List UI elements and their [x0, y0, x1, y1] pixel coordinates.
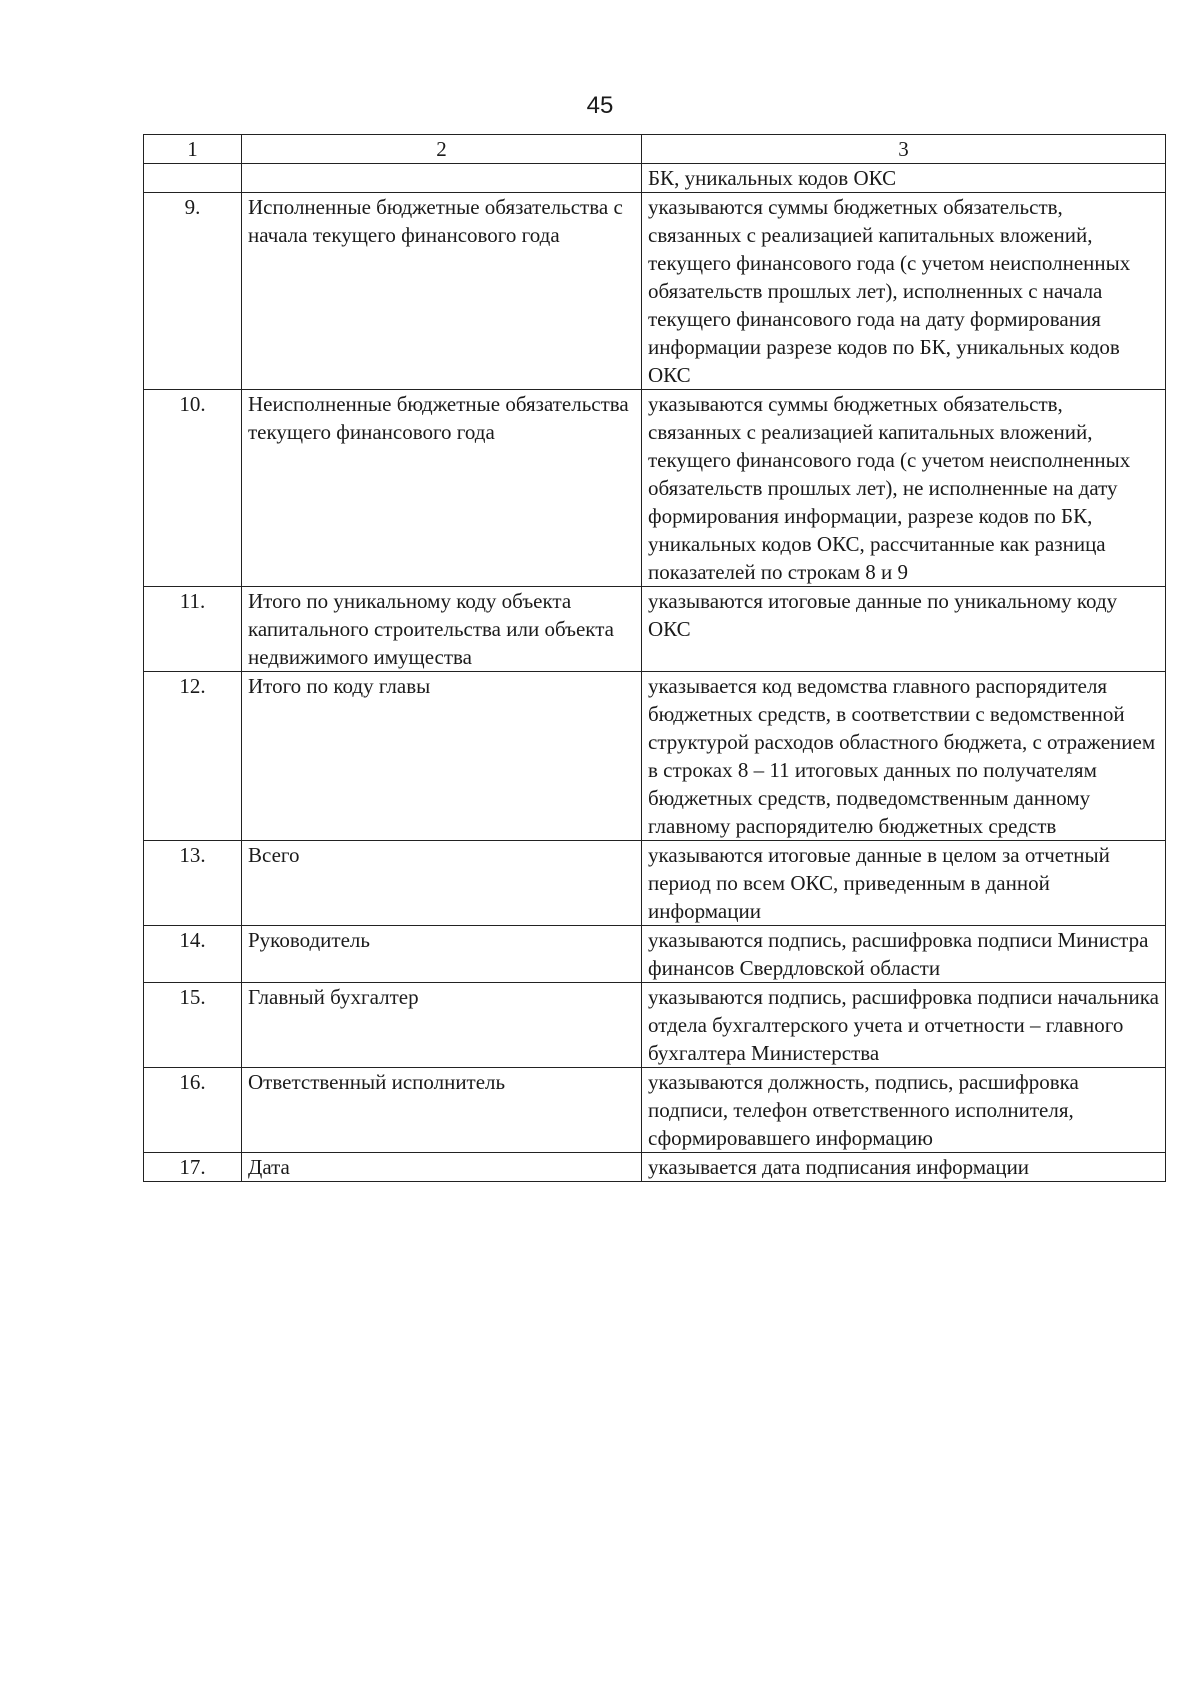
row-name: Дата	[242, 1153, 642, 1182]
table-row	[144, 672, 1166, 841]
table-header-row	[144, 135, 1166, 164]
table-row	[144, 1068, 1166, 1153]
table-row	[144, 983, 1166, 1068]
row-description: БК, уникальных кодов ОКС	[642, 164, 1166, 193]
row-description: указываются подпись, расшифровка подписи Министра финансов Свердловской области	[642, 926, 1166, 983]
row-description: указываются суммы бюджетных обязательств, связанных с реализацией капитальных вложений, текущего финансового года (с учетом неисполненных обязательств прошлых лет), не исполненные на дату формирования информации, разрезе кодов по БК, уникальных кодов ОКС, рассчитанные как разница показателей по строкам 8 и 9	[642, 390, 1166, 587]
row-description: указываются суммы бюджетных обязательств, связанных с реализацией капитальных вложений, текущего финансового года (с учетом неисполненных обязательств прошлых лет), исполненных с начала текущего финансового года на дату формирования информации разрезе кодов по БК, уникальных кодов ОКС	[642, 193, 1166, 390]
row-name: Всего	[242, 841, 642, 926]
table-row	[144, 164, 1166, 193]
table-row	[144, 390, 1166, 587]
row-name: Главный бухгалтер	[242, 983, 642, 1068]
table-row	[144, 841, 1166, 926]
row-name: Неисполненные бюджетные обязательства текущего финансового года	[242, 390, 642, 587]
column-header: 2	[242, 135, 642, 164]
table-row	[144, 587, 1166, 672]
row-number: 14.	[144, 926, 242, 983]
row-number: 10.	[144, 390, 242, 587]
row-description: указываются итоговые данные по уникальному коду ОКС	[642, 587, 1166, 672]
column-header: 1	[144, 135, 242, 164]
row-name: Руководитель	[242, 926, 642, 983]
row-number	[144, 164, 242, 193]
row-description: указываются итоговые данные в целом за отчетный период по всем ОКС, приведенным в данной информации	[642, 841, 1166, 926]
row-number: 11.	[144, 587, 242, 672]
table-row	[144, 193, 1166, 390]
table-row	[144, 926, 1166, 983]
row-number: 12.	[144, 672, 242, 841]
data-table	[143, 134, 1166, 1182]
row-description: указывается код ведомства главного распорядителя бюджетных средств, в соответствии с ведомственной структурой расходов областного бюджета, с отражением в строках 8 – 11 итоговых данных по получателям бюджетных средств, подведомственным данному главному распорядителю бюджетных средств	[642, 672, 1166, 841]
column-header: 3	[642, 135, 1166, 164]
row-number: 9.	[144, 193, 242, 390]
row-number: 16.	[144, 1068, 242, 1153]
row-description: указывается дата подписания информации	[642, 1153, 1166, 1182]
table-row	[144, 1153, 1166, 1182]
row-name: Исполненные бюджетные обязательства с начала текущего финансового года	[242, 193, 642, 390]
row-number: 15.	[144, 983, 242, 1068]
page-number: 45	[586, 92, 614, 119]
row-name: Итого по коду главы	[242, 672, 642, 841]
row-number: 17.	[144, 1153, 242, 1182]
row-name: Итого по уникальному коду объекта капитального строительства или объекта недвижимого имущества	[242, 587, 642, 672]
row-number: 13.	[144, 841, 242, 926]
row-description: указываются должность, подпись, расшифровка подписи, телефон ответственного исполнителя, сформировавшего информацию	[642, 1068, 1166, 1153]
row-name: Ответственный исполнитель	[242, 1068, 642, 1153]
row-description: указываются подпись, расшифровка подписи начальника отдела бухгалтерского учета и отчетности – главного бухгалтера Министерства	[642, 983, 1166, 1068]
row-name	[242, 164, 642, 193]
